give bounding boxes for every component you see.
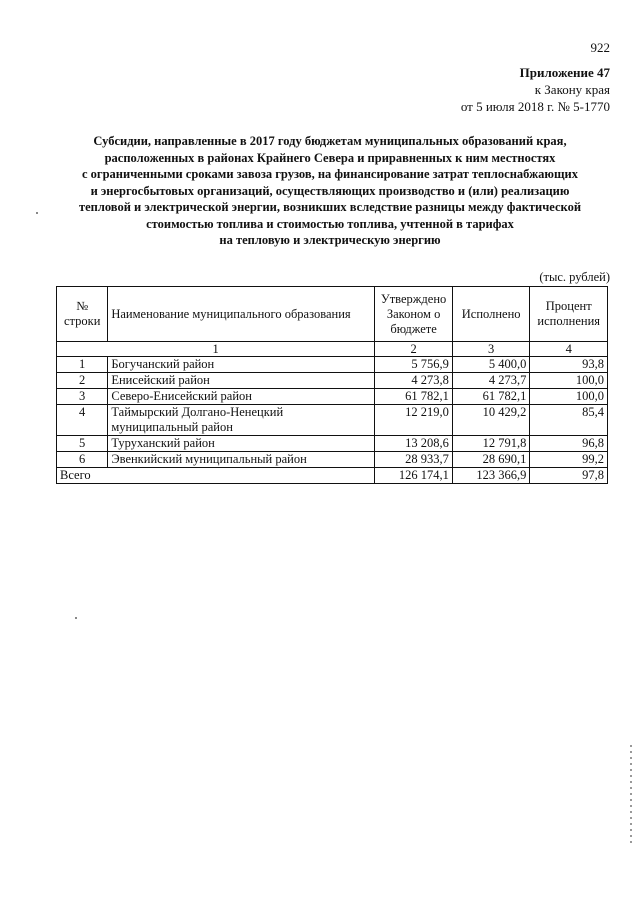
executed-amount: 28 690,1 [452,452,530,468]
municipality-name [108,405,375,436]
table-row [57,389,608,405]
header-text: Законом о [386,306,441,321]
appendix-law-date: от 5 июля 2018 г. № 5-1770 [460,99,610,114]
title-line: на тепловую и электрическую энергию [219,233,441,247]
scan-speck [36,212,38,214]
column-index: 3 [452,342,530,357]
page-number: 922 [590,40,610,55]
row-number: 1 [57,357,108,373]
header-text: строки [63,314,101,328]
title-line: стоимостью топлива и стоимостью топлива, учтенной в тарифах [146,216,514,231]
municipality-name-line: Таймырский Долгано-Ненецкий [111,405,284,419]
title-line: Субсидии, направленные в 2017 году бюджетам муниципальных образований края, [93,134,567,148]
scan-speck [75,617,77,619]
table-row [57,452,608,468]
header-municipality: Наименование муниципального образования [108,287,375,342]
executed-amount: 61 782,1 [452,389,530,405]
column-index-row [57,342,608,357]
execution-percent: 93,8 [530,357,608,373]
document-title [40,133,620,249]
total-row [57,468,608,484]
units-label: (тыс. рублей) [539,270,610,284]
header-executed: Исполнено [452,287,530,342]
header-text: Процент [545,299,592,313]
row-number: 4 [57,405,108,436]
executed-amount: 10 429,2 [452,405,530,436]
subsidies-table [56,286,608,484]
appendix-title: Приложение 47 [519,65,610,80]
column-index: 4 [530,342,608,357]
approved-amount: 61 782,1 [375,389,453,405]
approved-amount: 12 219,0 [375,405,453,436]
header-approved [375,287,453,342]
header-row-number [57,287,108,342]
approved-amount: 5 756,9 [375,357,453,373]
table-header-row [57,287,608,342]
execution-percent: 100,0 [530,389,608,405]
municipality-name: Эвенкийский муниципальный район [108,452,375,468]
title-line: с ограниченными сроками завоза грузов, на финансирование затрат теплоснабжающих [81,167,578,181]
table-row [57,436,608,452]
appendix-header [461,64,610,115]
column-index: 1 [57,342,375,357]
municipality-name-line: муниципальный район [111,420,233,434]
municipality-name: Туруханский район [108,436,375,452]
header-text: бюджете [390,321,437,336]
table-row [57,357,608,373]
executed-amount: 5 400,0 [452,357,530,373]
header-text: Утверждено [380,291,447,306]
total-approved: 126 174,1 [375,468,453,484]
row-number: 3 [57,389,108,405]
municipality-name: Богучанский район [108,357,375,373]
column-index: 2 [375,342,453,357]
row-number: 5 [57,436,108,452]
approved-amount: 28 933,7 [375,452,453,468]
execution-percent: 85,4 [530,405,608,436]
approved-amount: 13 208,6 [375,436,453,452]
executed-amount: 4 273,7 [452,373,530,389]
row-number: 2 [57,373,108,389]
header-text: исполнения [537,314,601,328]
municipality-name: Енисейский район [108,373,375,389]
header-text: № [76,299,89,313]
approved-amount: 4 273,8 [375,373,453,389]
municipality-name: Северо-Енисейский район [108,389,375,405]
execution-percent: 99,2 [530,452,608,468]
total-executed: 123 366,9 [452,468,530,484]
scan-edge-dots [630,745,632,845]
row-number: 6 [57,452,108,468]
total-percent: 97,8 [530,468,608,484]
header-percent [530,287,608,342]
appendix-law-ref: к Закону края [534,82,610,97]
title-line: и энергосбытовых организаций, осуществляющих производство и (или) реализацию [90,183,570,198]
title-line: тепловой и электрической энергии, возникших вследствие разницы между фактической [78,200,582,214]
total-label: Всего [57,468,375,484]
execution-percent: 96,8 [530,436,608,452]
execution-percent: 100,0 [530,373,608,389]
table-row [57,405,608,436]
title-line: расположенных в районах Крайнего Севера и приравненных к ним местностях [104,150,556,165]
table-row [57,373,608,389]
executed-amount: 12 791,8 [452,436,530,452]
